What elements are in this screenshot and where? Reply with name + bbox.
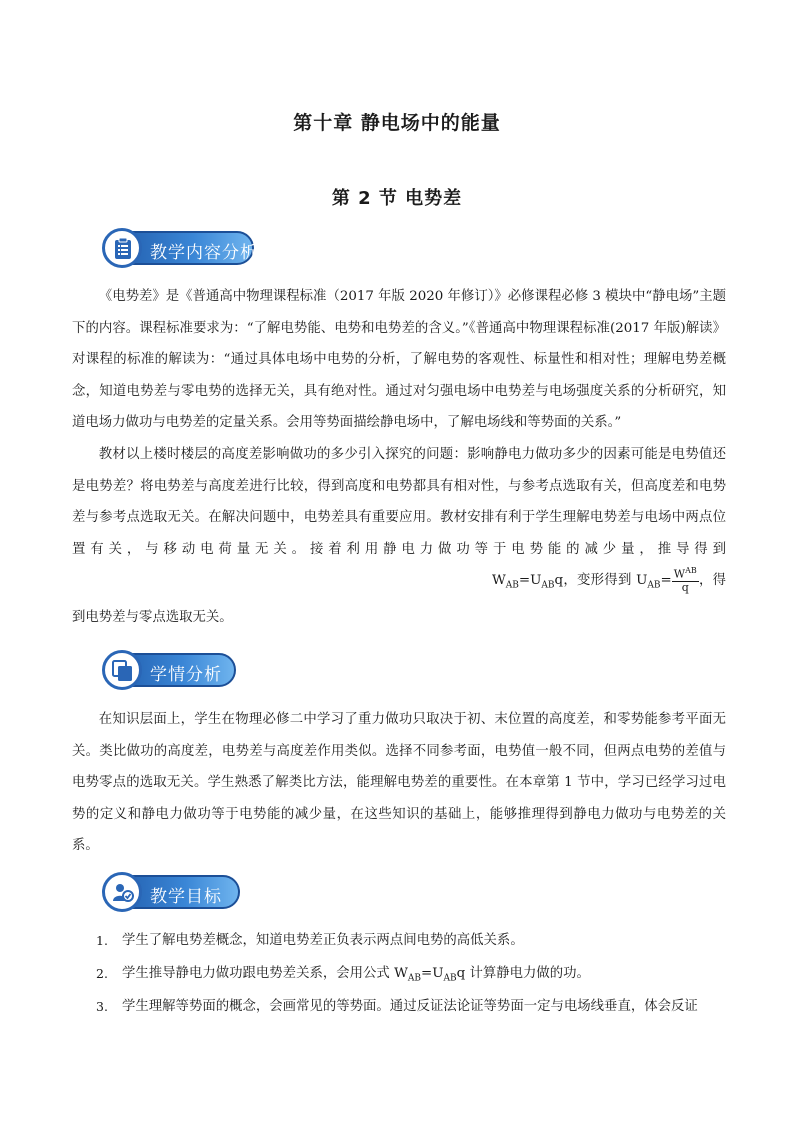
- documents-icon: [111, 659, 135, 683]
- chapter-title: 第十章 静电场中的能量: [293, 112, 501, 134]
- section-title: 第 2 节 电势差: [331, 188, 463, 209]
- section-heading: 教学目标: [150, 887, 222, 907]
- fraction: $W^{AB}$ q: [673, 566, 697, 594]
- document-page: 第十章 静电场中的能量 第 2 节 电势差 教学内容分析 《电势差》是《普通高中物理课程标准（2017 年版 2020 年修订）》必修课程必修 3 模块中“静电场”主题下的内容。课程标准要求为：“了解电势能、电势和电势差的含义。”《普通高中物理课程标准(2017 年版)解读》对课程的标准的解读为：“通过具体电场中电势的分析，了解电势的客观性、标量性和相对性；理解电势差概念，知道电势差与零电势的选择无关，具有绝对性。通过对匀强电场中电势差与电场强度关系的分析研究，知道电场力做功与电势差的定量关系。会用等势面描绘静电场中，了解电场线和等势面的关系。” 教材以上楼时楼层的高度差影响做功的多少引入探究的问题：影响静电力做功多少的因素可能是电势值还是电势差？将电势差与高度差进行比较，得到高度和电势都具有相对性，与参考点选取有关，但高度差和电势差与参考点选取无关。在解决问题中，电势差具有重要应用。教材安排有利于学生理解电势差与电场中两点位置有关，与移动电荷量无关。接着利用静电力做功等于电势能的减少量，推导得到$W_{AB}=U_{AB}q$，变形得到 $U_{AB}=$ $W^{AB}$ q ，得到电势差与零点选取无关。 学情分析 在知识层面上，学生在物理必修二中学习了重力做功只取决于初、末位置的高度差，和零势能参考平面无关。类比做功的高度差，电势差与高度差作用类似。选择不同参考面，电势值一般不同，但两点电势的差值与电势零点的选取无关。学生熟悉了解类比方法，能理解电势差的重要性。在本章第 1 节中，学习已经学习过电势的定义和静电力做功等于电势能的减少量，在这些知识的基础上，能够推理得到静电力做功与电势差的关系。 教学目标 1. 学生了解电势差概念，知道电势差正负表示两点间电势的高低关系。 2. 学生推导静电力做功跟电势差关系，会用公式 $W_{AB}=U_{AB}q$ 计算静电力做的功。 3. 学生理解等势面的概念，会画常见的等势面。通过反证法论证等势面一定与电场线垂直，体会反证: [0, 0, 794, 1123]
- student-analysis-paragraph: 在知识层面上，学生在物理必修二中学习了重力做功只取决于初、末位置的高度差，和零势能参考平面无关。类比做功的高度差，电势差与高度差作用类似。选择不同参考面，电势值一般不同，但两点电势的差值与电势零点的选取无关。学生熟悉了解类比方法，能理解电势差的重要性。在本章第 1 节中，学习已经学习过电势的定义和静电力做功等于电势能的减少量，在这些知识的基础上，能够推理得到静电力做功与电势差的关系。: [72, 712, 726, 853]
- people-target-icon: [111, 881, 135, 905]
- clipboard-icon: [111, 237, 135, 261]
- section-heading: 教学内容分析: [150, 243, 258, 263]
- section-badge-content-analysis: [104, 231, 258, 265]
- content-analysis-paragraph-2: 教材以上楼时楼层的高度差影响做功的多少引入探究的问题：影响静电力做功多少的因素可能是电势值还是电势差？将电势差与高度差进行比较，得到高度和电势都具有相对性，与参考点选取有关，但高度差和电势差与参考点选取无关。在解决问题中，电势差具有重要应用。教材安排有利于学生理解电势差与电场中两点位置有关，与移动电荷量无关。接着利用静电力做功等于电势能的减少量，推导得到$W_{AB}=U_{AB}q$，变形得到 $U_{AB}=$ $W^{AB}$ q ，得到电势差与零点选取无关。: [72, 447, 727, 626]
- content-analysis-paragraph-1: 《电势差》是《普通高中物理课程标准（2017 年版 2020 年修订）》必修课程必修 3 模块中“静电场”主题下的内容。课程标准要求为：“了解电势能、电势和电势差的含义。”《普通高中物理课程标准(2017 年版)解读》对课程的标准的解读为：“通过具体电场中电势的分析，了解电势的客观性、标量性和相对性；理解电势差概念，知道电势差与零电势的选择无关，具有绝对性。通过对匀强电场中电势差与电场强度关系的分析研究，知道电场力做功与电势差的定量关系。会用等势面描绘静电场中，了解电场线和等势面的关系。”: [72, 289, 726, 430]
- section-badge-objectives: [104, 875, 240, 909]
- section-badge-student-analysis: [104, 653, 236, 687]
- section-heading: 学情分析: [150, 665, 222, 685]
